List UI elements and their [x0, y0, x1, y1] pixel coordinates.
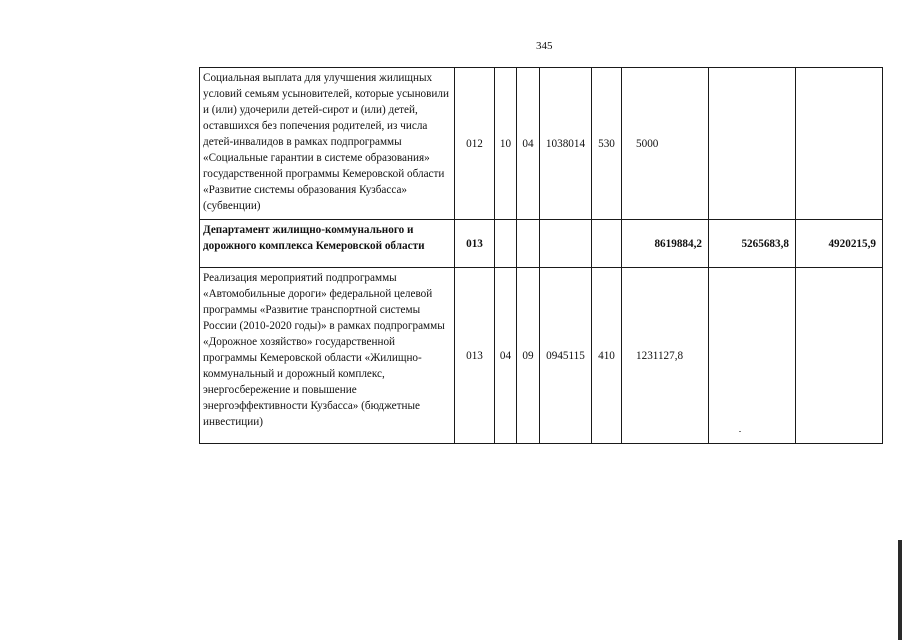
subsection-code: 09 [517, 268, 540, 444]
row-description: Реализация мероприятий подпрограммы «Автомобильные дороги» федеральной целевой программы «Развитие транспортной системы России (2010-2020 годы)» в рамках подпрограммы «Дорожное хозяйство» государственной программы Кемеровской области «Жилищно-коммунальный и дорожный комплекс, энергосбережение и повышение энергоэффективности Кузбасса» (бюджетные инвестиции) [200, 268, 455, 444]
expense-type-code: 410 [592, 268, 622, 444]
table-row-department [200, 220, 883, 268]
target-article-code: 1038014 [540, 68, 592, 220]
section-code: 10 [495, 68, 517, 220]
row-description: Социальная выплата для улучшения жилищных условий семьям усыновителей, которые усыновили и (или) удочерили детей-сирот и (или) детей, оставшихся без попечения родителей, из числа детей-инвалидов в рамках подпрограммы «Социальные гарантии в системе образования» государственной программы Кемеровской области «Развитие системы образования Кузбасса» (субвенции) [200, 68, 455, 220]
ministry-code: 012 [455, 68, 495, 220]
scan-edge-mark [898, 540, 902, 640]
page-number: 345 [536, 40, 553, 52]
section-code [495, 220, 517, 268]
target-article-code: 0945115 [540, 268, 592, 444]
department-name: Департамент жилищно-коммунального и дорожного комплекса Кемеровской области [200, 220, 455, 268]
target-article-code [540, 220, 592, 268]
amount-year-3 [796, 268, 883, 444]
amount-year-2 [709, 268, 796, 444]
amount-year-3: 4920215,9 [796, 220, 883, 268]
amount-year-1: 1231127,8 [622, 268, 709, 444]
budget-table [199, 67, 883, 444]
ministry-code: 013 [455, 268, 495, 444]
amount-year-2 [709, 68, 796, 220]
amount-year-3 [796, 68, 883, 220]
table-row [200, 268, 883, 444]
amount-year-2: 5265683,8 [709, 220, 796, 268]
ministry-code: 013 [455, 220, 495, 268]
expense-type-code [592, 220, 622, 268]
table-row [200, 68, 883, 220]
section-code: 04 [495, 268, 517, 444]
subsection-code: 04 [517, 68, 540, 220]
amount-year-1: 5000 [622, 68, 709, 220]
scan-speck [739, 431, 741, 432]
amount-year-1: 8619884,2 [622, 220, 709, 268]
subsection-code [517, 220, 540, 268]
expense-type-code: 530 [592, 68, 622, 220]
